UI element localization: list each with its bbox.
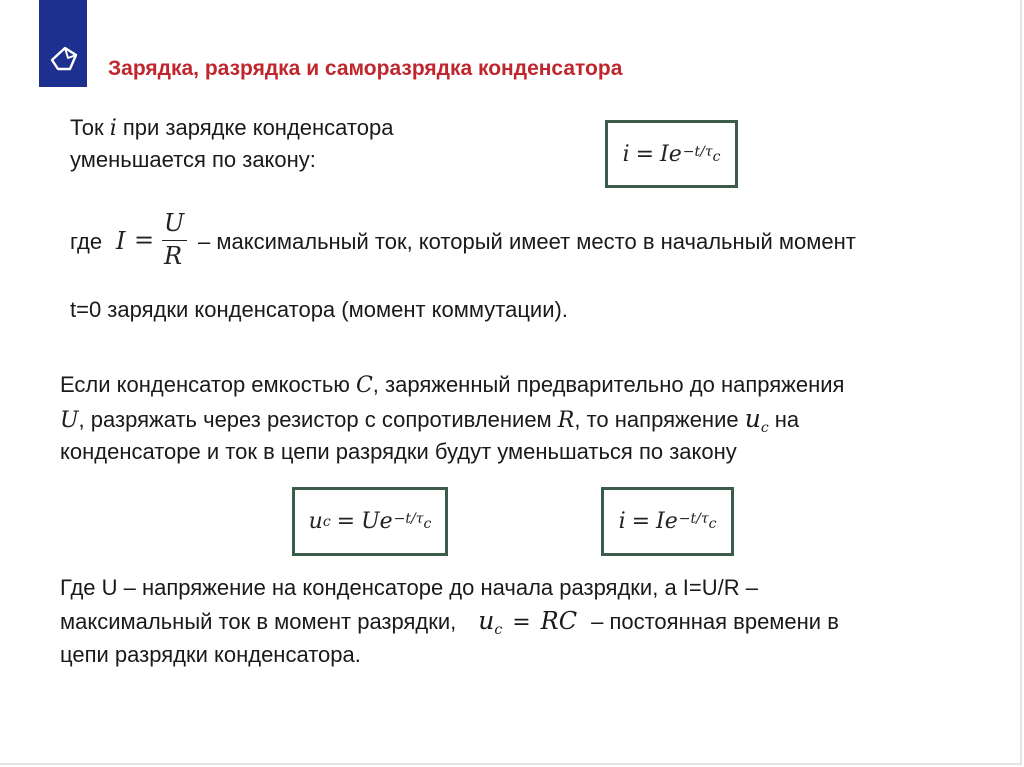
accent-bar (39, 0, 87, 87)
where-word: где (70, 229, 103, 254)
charging-current-line1: Ток i при зарядке конденсатора (70, 115, 394, 141)
charging-current-line2: уменьшается по закону: (70, 147, 316, 172)
conclusion-line1: Где U – напряжение на конденсаторе до начала разрядки, а I=U/R – (60, 575, 758, 600)
max-current-definition: – максимальный ток, который имеет место в начальный момент (198, 229, 856, 254)
discharge-voltage-formula: u c = Ue −t/τc (292, 487, 448, 556)
charging-current-formula: i = Ie −t/τc (605, 120, 738, 188)
discharge-paragraph-line2: U, разряжать через резистор с сопротивлением R, то напряжение $u_c$ на (60, 404, 800, 436)
conclusion-line2: максимальный ток в момент разрядки, $u_c$ = RC – постоянная времени в (60, 606, 839, 638)
page-title: Зарядка, разрядка и саморазрядка конденсатора (108, 57, 623, 80)
commutation-moment-line: t=0 зарядки конденсатора (момент коммутации). (70, 297, 568, 322)
discharge-paragraph-line1: Если конденсатор емкостью C, заряженный предварительно до напряжения (60, 372, 845, 398)
conclusion-line3: цепи разрядки конденсатора. (60, 642, 361, 667)
discharge-current-formula: i = Ie −t/τc (601, 487, 734, 556)
eraser-icon (48, 42, 80, 74)
discharge-paragraph-line3: конденсаторе и ток в цепи разрядки будут уменьшаться по закону (60, 439, 737, 464)
